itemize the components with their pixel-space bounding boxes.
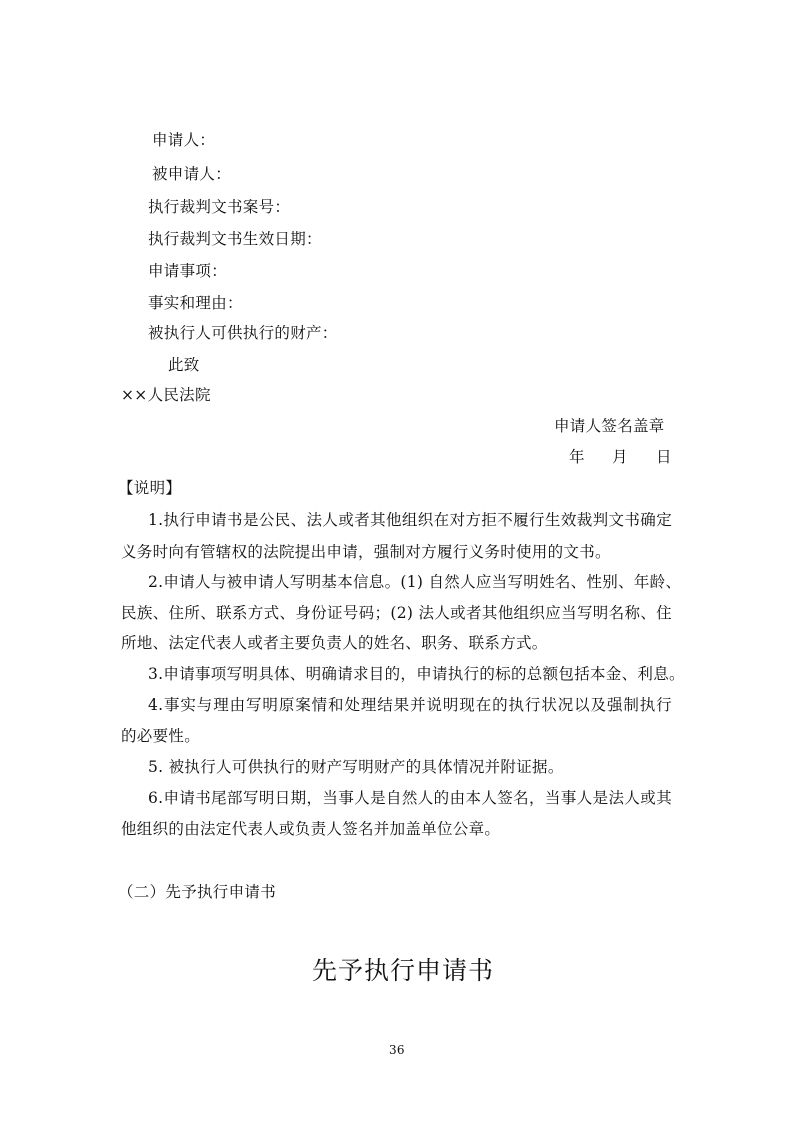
field-respondent: 被申请人： [152,165,232,183]
court-name: ××人民法院 [121,386,211,404]
signature-line: 申请人签名盖章 [554,417,665,435]
field-effective-date: 执行裁判文书生效日期： [148,230,322,248]
field-case-number: 执行裁判文书案号： [148,198,291,216]
salutation: 此致 [168,356,200,374]
note-line: 2.申请人与被申请人写明基本信息。(1) 自然人应当写明姓名、性别、年龄、 [148,573,682,591]
note-line: 4.事实与理由写明原案情和处理结果并说明现在的执行状况以及强制执行 [148,696,672,714]
note-line: 他组织的由法定代表人或负责人签名并加盖单位公章。 [121,820,501,838]
note-line: 义务时向有管辖权的法院提出申请，强制对方履行义务时使用的文书。 [121,543,611,561]
field-property: 被执行人可供执行的财产： [148,324,338,342]
note-line: 所地、法定代表人或者主要负责人的姓名、职务、联系方式。 [121,634,548,652]
page-number: 36 [389,1043,405,1057]
date-year: 年 [569,448,585,466]
note-line: 3.申请事项写明具体、明确请求目的，申请执行的标的总额包括本金、利息。 [148,665,685,683]
note-line: 6.申请书尾部写明日期，当事人是自然人的由本人签名，当事人是法人或其 [148,789,672,807]
date-day: 日 [656,448,672,466]
section-label: （二）先予执行申请书 [118,883,277,901]
date-month: 月 [612,448,628,466]
section-title: 先予执行申请书 [312,956,495,985]
note-line: 5. 被执行人可供执行的财产写明财产的具体情况并附证据。 [148,758,564,776]
field-request-items: 申请事项： [148,262,228,280]
field-facts-reasons: 事实和理由： [148,294,243,312]
notes-heading: 【说明】 [118,479,182,497]
note-line: 民族、住所、联系方式、身份证号码；(2) 法人或者其他组织应当写明名称、住 [121,604,672,622]
note-line: 1.执行申请书是公民、法人或者其他组织在对方拒不履行生效裁判文书确定 [148,511,672,529]
note-line: 的必要性。 [121,727,201,745]
field-applicant: 申请人： [152,131,216,149]
